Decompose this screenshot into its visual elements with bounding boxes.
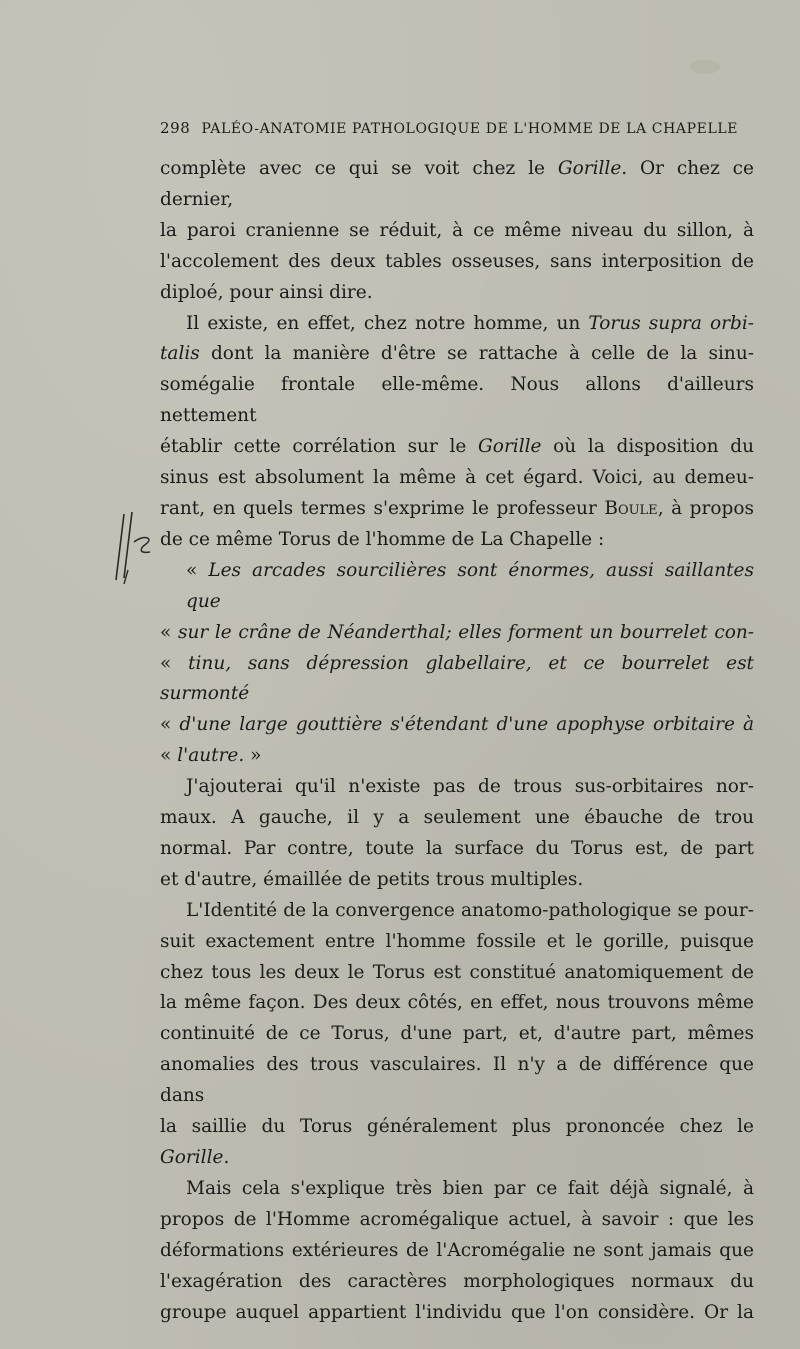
text-line: déformations extérieures de l'Acromégalie ne sont jamais que — [160, 1239, 754, 1261]
quote-line: « d'une large gouttière s'étendant d'une apophyse orbitaire à — [160, 714, 755, 736]
text-line: l'accolement des deux tables osseuses, sans interposition de — [160, 250, 754, 272]
text-line: suit exactement entre l'homme fossile et le gorille, puisque — [160, 930, 754, 952]
text-line: la même façon. Des deux côtés, en effet, nous trouvons même — [160, 992, 754, 1014]
text-line: somégalie frontale elle-même. Nous allons d'ailleurs nettement — [160, 374, 754, 427]
text-line: Gorille. — [160, 1147, 230, 1168]
text-line: l'exagération des caractères morphologiques normaux du — [160, 1270, 754, 1292]
text-line: Mais cela s'explique très bien par ce fait déjà signalé, à — [186, 1177, 754, 1199]
text-line: normal. Par contre, toute la surface du Torus est, de part — [160, 837, 754, 859]
text-line: Il existe, en effet, chez notre homme, un Torus supra orbi- — [186, 312, 755, 334]
paper-stain — [690, 60, 720, 74]
text-line: anomalies des trous vasculaires. Il n'y a de différence que dans — [160, 1054, 754, 1107]
text-line: propos de l'Homme acromégalique actuel, à savoir : que les — [160, 1208, 754, 1230]
text-line: J'ajouterai qu'il n'existe pas de trous sus-orbitaires nor- — [186, 776, 754, 798]
text-line: L'Identité de la convergence anatomo-pathologique se pour- — [186, 899, 754, 921]
text-line: continuité de ce Torus, d'une part, et, d'autre part, mêmes — [160, 1023, 754, 1045]
text-line: établir cette corrélation sur le Gorille où la disposition du — [160, 436, 755, 458]
text-line: de ce même Torus de l'homme de La Chapelle : — [160, 528, 605, 550]
quote-line: « tinu, sans dépression glabellaire, et ce bourrelet est surmonté — [160, 652, 754, 705]
text-line: maux. A gauche, il y a seulement une ébauche de trou — [160, 807, 754, 829]
page-number: 298 — [160, 119, 191, 137]
text-line: et d'autre, émaillée de petits trous multiples. — [160, 868, 584, 890]
text-line: diploé, pour ainsi dire. — [160, 281, 373, 303]
text-line: chez tous les deux le Torus est constitué anatomiquement de — [160, 961, 754, 983]
text-line: rant, en quels termes s'exprime le professeur Boule, à propos — [160, 497, 754, 519]
text-line: la saillie du Torus généralement plus prononcée chez le — [160, 1116, 754, 1138]
quote-line: « Les arcades sourcilières sont énormes, aussi saillantes que — [186, 559, 754, 612]
text-line: talis dont la manière d'être se rattache à celle de la sinu- — [160, 343, 754, 365]
quote-line: « sur le crâne de Néanderthal; elles forment un bourrelet con- — [160, 621, 755, 643]
running-title: PALÉO-ANATOMIE PATHOLOGIQUE DE L'HOMME DE LA CHAPELLE — [201, 121, 739, 137]
text-line: complète avec ce qui se voit chez le Gorille. Or chez ce dernier, — [160, 158, 754, 210]
text-line: groupe auquel appartient l'individu que l'on considère. Or la — [160, 1301, 754, 1323]
body-text — [160, 154, 754, 1328]
running-header — [160, 119, 740, 137]
text-line: sinus est absolument la même à cet égard. Voici, au demeu- — [160, 467, 754, 489]
quote-line: « l'autre. » — [160, 745, 262, 767]
text-line: la paroi cranienne se réduit, à ce même niveau du sillon, à — [160, 219, 754, 241]
